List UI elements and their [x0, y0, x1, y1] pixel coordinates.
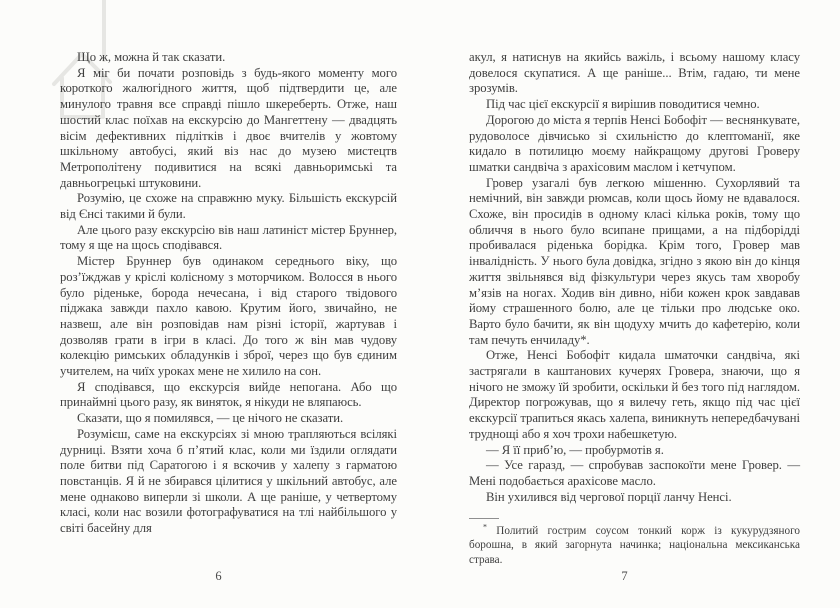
page-left-text [60, 50, 397, 537]
paragraph: — Я її приб’ю, — пробурмотів я. [486, 442, 664, 457]
paragraph: Він ухилився від чергової порції ланчу Ненсі. [486, 489, 732, 504]
page-number-right: 7 [621, 569, 628, 583]
paragraph: Дорогою до міста я терпів Ненсі Бобофіт — веснянкувате, рудоволосе дівчисько зі схильністю до клептоманії, яке кидало в потилицю моєму найкращому другові Гроверу шматки сандвіча з арахісовим маслом і кетчупом. [469, 112, 800, 174]
footnote-text: * Политий гострим соусом тонкий корж із кукурудзяного борошна, в який загорнута начинка; національна мексиканська страва. [469, 522, 800, 566]
footnote-marker: * [483, 522, 487, 532]
paragraph: Під час цієї екскурсії я вирішив поводитися чемно. [486, 97, 760, 112]
paragraph: акул, я натиснув на якийсь важіль, і всьому нашому класу довелося скупатися. А ще раніше... Втім, гадаю, ти мене зрозумів. [469, 50, 800, 96]
paragraph: — Усе гаразд, — спробував заспокоїти мене Гровер. — Мені подобається арахісове масло. [469, 458, 800, 488]
footnote [469, 518, 800, 567]
page-number-left: 6 [215, 569, 222, 583]
paragraph: Що ж, можна й так сказати. [77, 50, 226, 64]
footnote-separator [469, 518, 499, 519]
paragraph: Гровер узагалі був легкою мішенню. Сухорлявий та немічний, він завжди рюмсав, коли щось йому не вдавалося. Схоже, він просидів в одному класі кілька років, тому що обличчя в нього було всипане прищами, а на підборідді пробивалася ріденька борідка. Крім того, Гровер мав інвалідність. У нього була довідка, згідно з якою він до кінця життя звільнявся від фізкультури через якусь там хворобу м’язів на ногах. Ходив він дивно, ніби кожен крок завдавав йому страшенного болю, але це тільки про людське око. Варто було бачити, як він щодуху мчить до кафетерію, коли там печуть енчиладу*. [469, 175, 800, 347]
page-right-text [469, 50, 800, 505]
paragraph: Сказати, що я помилявся, — це нічого не сказати. [77, 411, 344, 426]
paragraph: Але цього разу екскурсію вів наш латиніст містер Бруннер, тому я ще на щось сподівався. [60, 222, 397, 253]
paragraph: Отже, Ненсі Бобофіт кидала шматочки сандвіча, які застрягали в каштанових кучерях Гровера, знаючи, що я нічого не зможу їй зробити, оскільки й без того під наглядом. Директор погрожував, що я вилечу геть, якщо під час цієї екскурсії трапиться якась халепа, виникнуть непередбачувані труднощі або я хоч трохи набешкетую. [469, 348, 800, 441]
paragraph: Містер Бруннер був одинаком середнього віку, що роз’їжджав у кріслі колісному з моторчиком. Волосся в нього було ріденьке, борода нечесана, і від старого твідового піджака завжди пахло кавою. Крутим його, звичайно, не назвеш, але він розповідав нам різні історії, жартував і дозволяв грати в ігри в класі. До того ж він мав чудову колекцію римських обладунків і зброї, через що був єдиним учителем, на чиїх уроках мене не хилило на сон. [60, 254, 397, 379]
paragraph: Я сподівався, що екскурсія вийде непогана. Або що принаймні цього разу, як виняток, я нікуди не вляпаюсь. [60, 379, 397, 410]
paragraph: Розумію, це схоже на справжню муку. Більшість екскурсій від Єнсі такими й були. [60, 191, 397, 222]
paragraph: Я міг би почати розповідь з будь-якого моменту мого короткого жалюгідного життя, щоб підтвердити це, але минулого травня все справді пішло шкереберть. Отже, наш шостий клас поїхав на екскурсію до Мангеттену — двадцять вісім дефективних підлітків і двоє вчителів у жовтому шкільному автобусі, який віз нас до музею мистецтв Метрополітену подивитися на всякі давньоримські та давньогрецькі штуковини. [60, 65, 397, 190]
paragraph: Розумієш, саме на екскурсіях зі мною трапляються всілякі дурниці. Взяти хоча б п’ятий клас, коли ми їздили оглядати поле битви під Саратогою і я вскочив у халепу з гарматою повстанців. Я й не збирався цілитися у шкільний автобус, але мене однаково виперли зі школи. А ще раніше, у четвертому класі, коли нас возили фотографуватися на тлі найбільшого у світі басейну для [60, 426, 397, 536]
